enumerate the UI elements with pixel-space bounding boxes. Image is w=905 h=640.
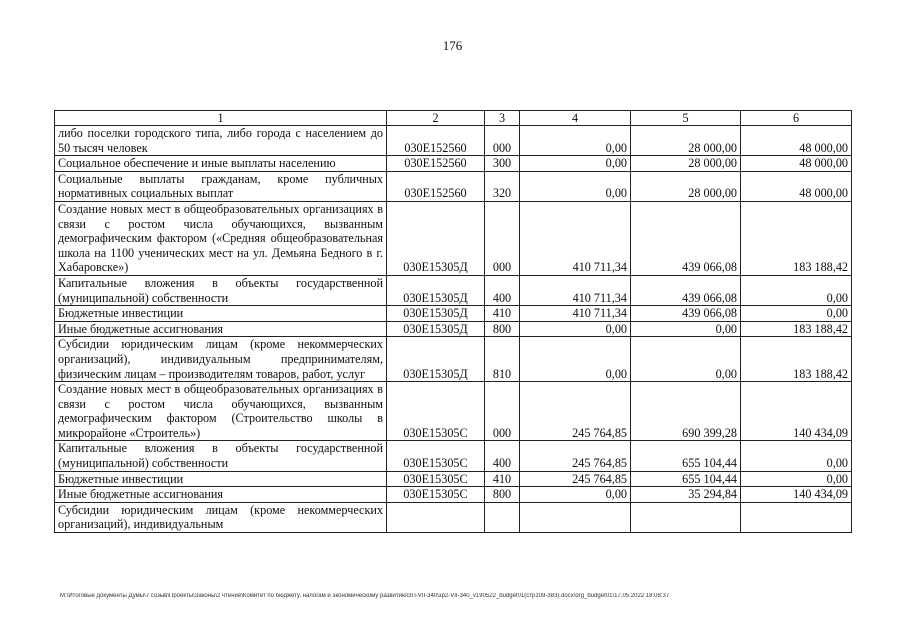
row-name-cell: Субсидии юридическим лицам (кроме некоммерческих организаций), индивидуальным предпринимателям, физическим лицам – производителям товаров, работ, услуг — [55, 337, 387, 382]
row-value-cell: 0,00 — [520, 487, 631, 503]
row-code-cell: 030Е15305С — [387, 382, 485, 441]
row-name-cell: Капитальные вложения в объекты государственной (муниципальной) собственности — [55, 275, 387, 305]
budget-table — [54, 110, 852, 533]
row-expense-type-cell: 410 — [485, 471, 520, 487]
row-code-cell: 030Е15305Д — [387, 306, 485, 322]
row-name-cell: Иные бюджетные ассигнования — [55, 487, 387, 503]
row-code-cell: 030Е15305Д — [387, 201, 485, 275]
file-path-footer: M:\Итоговые документы Думы\7 созыв\Проекты\Законы\2 чтение\Комитет по бюджету, налогам и экономическому развитию\3П-VII-340\зр2-VII-340_v190522_budget01(стр109-383).docx\org_budget01\17.05.2022 18:08:37 — [60, 593, 670, 599]
row-name-cell: Социальное обеспечение и иные выплаты населению — [55, 156, 387, 172]
table-header-row — [55, 111, 852, 126]
row-value-cell: 655 104,44 — [631, 441, 741, 471]
row-name-cell: либо поселки городского типа, либо города с населением до 50 тысяч человек — [55, 126, 387, 156]
row-expense-type-cell: 000 — [485, 201, 520, 275]
row-code-cell: 030Е15305Д — [387, 275, 485, 305]
row-value-cell: 439 066,08 — [631, 201, 741, 275]
row-name-cell: Бюджетные инвестиции — [55, 471, 387, 487]
row-code-cell: 030Е152560 — [387, 126, 485, 156]
row-name-cell: Создание новых мест в общеобразовательных организациях в связи с ростом числа обучающихся, вызванным демографическим фактором («Средняя общеобразовательная школа на 1100 ученических мест на ул. Демьяна Бедного в г. Хабаровске») — [55, 201, 387, 275]
row-value-cell: 439 066,08 — [631, 306, 741, 322]
row-value-cell: 410 711,34 — [520, 201, 631, 275]
row-value-cell: 0,00 — [631, 337, 741, 382]
row-code-cell: 030Е15305С — [387, 471, 485, 487]
row-value-cell: 48 000,00 — [741, 126, 852, 156]
row-value-cell: 140 434,09 — [741, 487, 852, 503]
row-value-cell: 0,00 — [631, 321, 741, 337]
row-value-cell: 35 294,84 — [631, 487, 741, 503]
row-expense-type-cell: 800 — [485, 321, 520, 337]
row-expense-type-cell — [485, 502, 520, 532]
column-header: 1 — [55, 111, 387, 126]
row-expense-type-cell: 400 — [485, 441, 520, 471]
row-value-cell: 410 711,34 — [520, 306, 631, 322]
table-row — [55, 171, 852, 201]
row-code-cell: 030Е15305Д — [387, 321, 485, 337]
table-row — [55, 321, 852, 337]
table-row — [55, 275, 852, 305]
row-value-cell: 140 434,09 — [741, 382, 852, 441]
row-expense-type-cell: 000 — [485, 382, 520, 441]
row-value-cell: 439 066,08 — [631, 275, 741, 305]
table-row — [55, 441, 852, 471]
row-name-cell: Иные бюджетные ассигнования — [55, 321, 387, 337]
row-code-cell: 030Е15305С — [387, 441, 485, 471]
row-value-cell: 183 188,42 — [741, 201, 852, 275]
row-value-cell: 48 000,00 — [741, 171, 852, 201]
table-row — [55, 126, 852, 156]
row-value-cell — [741, 502, 852, 532]
row-value-cell: 28 000,00 — [631, 156, 741, 172]
row-value-cell: 0,00 — [741, 441, 852, 471]
row-value-cell: 0,00 — [520, 337, 631, 382]
row-value-cell: 48 000,00 — [741, 156, 852, 172]
row-value-cell: 655 104,44 — [631, 471, 741, 487]
row-value-cell: 690 399,28 — [631, 382, 741, 441]
row-code-cell: 030Е15305Д — [387, 337, 485, 382]
row-expense-type-cell: 400 — [485, 275, 520, 305]
row-expense-type-cell: 810 — [485, 337, 520, 382]
row-value-cell: 28 000,00 — [631, 171, 741, 201]
row-name-cell: Капитальные вложения в объекты государственной (муниципальной) собственности — [55, 441, 387, 471]
column-header: 2 — [387, 111, 485, 126]
row-value-cell: 183 188,42 — [741, 337, 852, 382]
row-value-cell — [520, 502, 631, 532]
row-expense-type-cell: 410 — [485, 306, 520, 322]
row-name-cell: Бюджетные инвестиции — [55, 306, 387, 322]
column-header: 3 — [485, 111, 520, 126]
row-expense-type-cell: 320 — [485, 171, 520, 201]
row-value-cell: 245 764,85 — [520, 441, 631, 471]
table-row — [55, 156, 852, 172]
row-code-cell: 030Е15305С — [387, 487, 485, 503]
table-row — [55, 487, 852, 503]
row-code-cell — [387, 502, 485, 532]
row-expense-type-cell: 300 — [485, 156, 520, 172]
row-name-cell: Субсидии юридическим лицам (кроме некоммерческих организаций), индивидуальным — [55, 502, 387, 532]
table-row — [55, 382, 852, 441]
table-row — [55, 201, 852, 275]
row-name-cell: Создание новых мест в общеобразовательных организациях в связи с ростом числа обучающихся, вызванным демографическим фактором (Строительство школы в микрорайоне «Строитель») — [55, 382, 387, 441]
row-expense-type-cell: 800 — [485, 487, 520, 503]
table-row — [55, 502, 852, 532]
row-value-cell: 0,00 — [520, 171, 631, 201]
row-value-cell: 0,00 — [520, 321, 631, 337]
page-number: 176 — [442, 38, 463, 53]
row-value-cell: 183 188,42 — [741, 321, 852, 337]
table-row — [55, 471, 852, 487]
row-value-cell: 0,00 — [520, 156, 631, 172]
table-row — [55, 306, 852, 322]
row-name-cell: Социальные выплаты гражданам, кроме публичных нормативных социальных выплат — [55, 171, 387, 201]
column-header: 6 — [741, 111, 852, 126]
row-value-cell — [631, 502, 741, 532]
column-header: 5 — [631, 111, 741, 126]
table-body — [55, 111, 852, 533]
row-code-cell: 030Е152560 — [387, 171, 485, 201]
row-value-cell: 0,00 — [741, 306, 852, 322]
row-value-cell: 0,00 — [520, 126, 631, 156]
row-value-cell: 28 000,00 — [631, 126, 741, 156]
row-value-cell: 0,00 — [741, 471, 852, 487]
row-value-cell: 245 764,85 — [520, 471, 631, 487]
table-row — [55, 337, 852, 382]
row-expense-type-cell: 000 — [485, 126, 520, 156]
row-code-cell: 030Е152560 — [387, 156, 485, 172]
row-value-cell: 410 711,34 — [520, 275, 631, 305]
row-value-cell: 245 764,85 — [520, 382, 631, 441]
column-header: 4 — [520, 111, 631, 126]
row-value-cell: 0,00 — [741, 275, 852, 305]
